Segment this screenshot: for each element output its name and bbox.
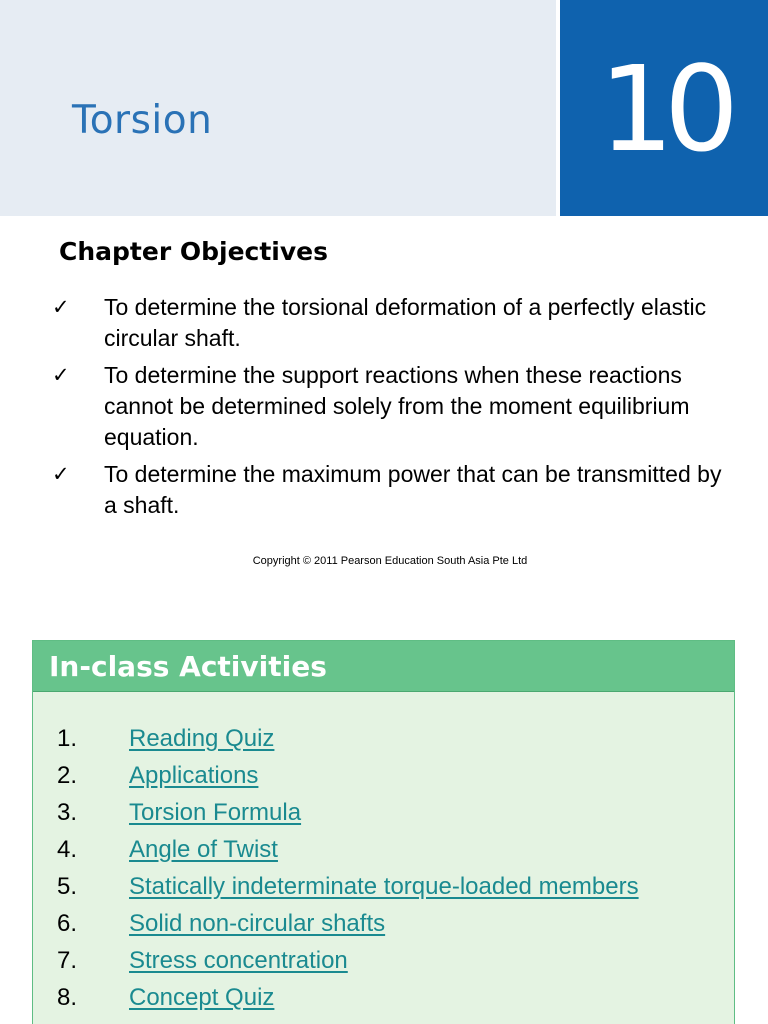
activity-item (57, 831, 639, 868)
activity-link-applications[interactable]: Applications (129, 762, 259, 789)
activity-link-stress-concentration[interactable]: Stress concentration (129, 947, 348, 974)
checkmark-icon: ✓ (52, 363, 70, 387)
activity-item (57, 794, 639, 831)
activity-number: 2. (57, 762, 78, 789)
objectives-list (52, 292, 732, 527)
activity-number: 3. (57, 799, 78, 826)
objective-item (52, 292, 732, 354)
activity-item (57, 979, 639, 1016)
activity-link-angle-of-twist[interactable]: Angle of Twist (129, 836, 278, 863)
activities-panel (32, 640, 735, 1024)
activity-link-concept-quiz[interactable]: Concept Quiz (129, 984, 275, 1011)
objectives-heading: Chapter Objectives (59, 237, 328, 266)
activity-item (57, 942, 639, 979)
activity-number: 7. (57, 947, 78, 974)
checkmark-icon: ✓ (52, 295, 70, 319)
copyright-notice: Copyright © 2011 Pearson Education South Asia Pte Ltd (252, 555, 528, 567)
activity-number: 6. (57, 910, 78, 937)
chapter-header-band (0, 0, 556, 216)
objective-item (52, 360, 732, 453)
activity-item (57, 757, 639, 794)
objective-item (52, 459, 732, 521)
activity-number: 8. (57, 984, 78, 1011)
activities-header (33, 641, 734, 692)
activity-number: 4. (57, 836, 78, 863)
activity-link-statically-indeterminate[interactable]: Statically indeterminate torque-loaded members (129, 873, 639, 900)
activity-list (57, 720, 639, 1016)
activity-item (57, 905, 639, 942)
activity-item (57, 720, 639, 757)
activities-title: In-class Activities (49, 650, 327, 683)
objective-text: To determine the support reactions when these reactions cannot be determined solely from the moment equilibrium equation. (104, 362, 690, 450)
chapter-number: 10 (598, 40, 730, 178)
chapter-number-box (560, 0, 768, 216)
objective-text: To determine the torsional deformation of a perfectly elastic circular shaft. (104, 294, 707, 351)
activity-link-non-circular-shafts[interactable]: Solid non-circular shafts (129, 910, 386, 937)
activity-number: 5. (57, 873, 78, 900)
chapter-title: Torsion (72, 98, 213, 143)
activity-number: 1. (57, 725, 78, 752)
checkmark-icon: ✓ (52, 462, 70, 486)
activity-link-torsion-formula[interactable]: Torsion Formula (129, 799, 302, 826)
activity-link-reading-quiz[interactable]: Reading Quiz (129, 725, 275, 752)
objective-text: To determine the maximum power that can be transmitted by a shaft. (104, 461, 722, 518)
activity-item (57, 868, 639, 905)
